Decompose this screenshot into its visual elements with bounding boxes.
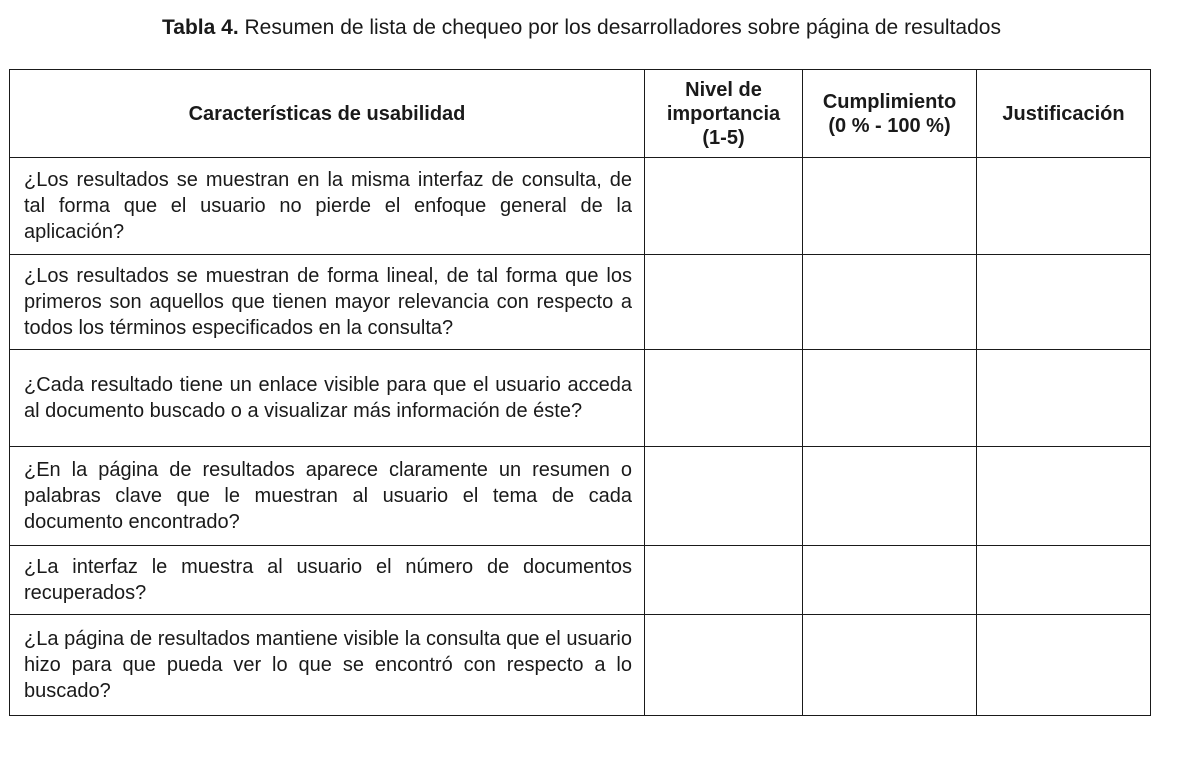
compliance-cell — [803, 158, 977, 255]
question-cell: ¿En la página de resultados aparece claramente un resumen o palabras clave que le muestran al usuario el tema de cada documento encontrado? — [10, 447, 645, 546]
importance-cell — [645, 615, 803, 716]
justification-cell — [977, 158, 1151, 255]
importance-cell — [645, 158, 803, 255]
table-caption — [0, 14, 1163, 42]
importance-cell — [645, 546, 803, 615]
question-cell: ¿Cada resultado tiene un enlace visible para que el usuario acceda al documento buscado o a visualizar más información de éste? — [10, 350, 645, 447]
header-row — [10, 70, 1151, 158]
header-importance-line1: Nivel de — [685, 78, 762, 101]
compliance-cell — [803, 350, 977, 447]
caption-text: Resumen de lista de chequeo por los desarrolladores sobre página de resultados — [238, 16, 1001, 39]
caption-label: Tabla 4. — [162, 16, 239, 39]
justification-cell — [977, 350, 1151, 447]
header-compliance-line1: Cumplimiento — [822, 90, 957, 113]
compliance-cell — [803, 615, 977, 716]
question-cell: ¿Los resultados se muestran de forma lineal, de tal forma que los primeros son aquellos que tienen mayor relevancia con respecto a todos los términos especificados en la consulta? — [10, 255, 645, 350]
justification-cell — [977, 255, 1151, 350]
table-row — [10, 255, 1151, 350]
header-justification-label: Justificación — [1002, 102, 1125, 125]
justification-cell — [977, 546, 1151, 615]
importance-cell — [645, 255, 803, 350]
header-compliance — [803, 70, 977, 158]
usability-checklist-table — [9, 69, 1151, 716]
compliance-cell — [803, 255, 977, 350]
header-characteristics — [10, 70, 645, 158]
justification-cell — [977, 615, 1151, 716]
question-cell: ¿La interfaz le muestra al usuario el número de documentos recuperados? — [10, 546, 645, 615]
compliance-cell — [803, 447, 977, 546]
header-compliance-line2: (0 % - 100 %) — [828, 114, 951, 137]
table-row — [10, 546, 1151, 615]
question-cell: ¿Los resultados se muestran en la misma interfaz de consulta, de tal forma que el usuario no pierde el enfoque general de la aplicación? — [10, 158, 645, 255]
table-row — [10, 615, 1151, 716]
header-justification — [977, 70, 1151, 158]
header-importance-line3: (1-5) — [702, 126, 745, 149]
compliance-cell — [803, 546, 977, 615]
header-importance-line2: importancia — [666, 102, 781, 125]
question-cell: ¿La página de resultados mantiene visible la consulta que el usuario hizo para que pueda ver lo que se encontró con respecto a lo buscado? — [10, 615, 645, 716]
importance-cell — [645, 447, 803, 546]
importance-cell — [645, 350, 803, 447]
header-characteristics-label: Características de usabilidad — [188, 102, 466, 125]
header-importance — [645, 70, 803, 158]
table-row — [10, 158, 1151, 255]
justification-cell — [977, 447, 1151, 546]
table-row — [10, 447, 1151, 546]
table-row — [10, 350, 1151, 447]
